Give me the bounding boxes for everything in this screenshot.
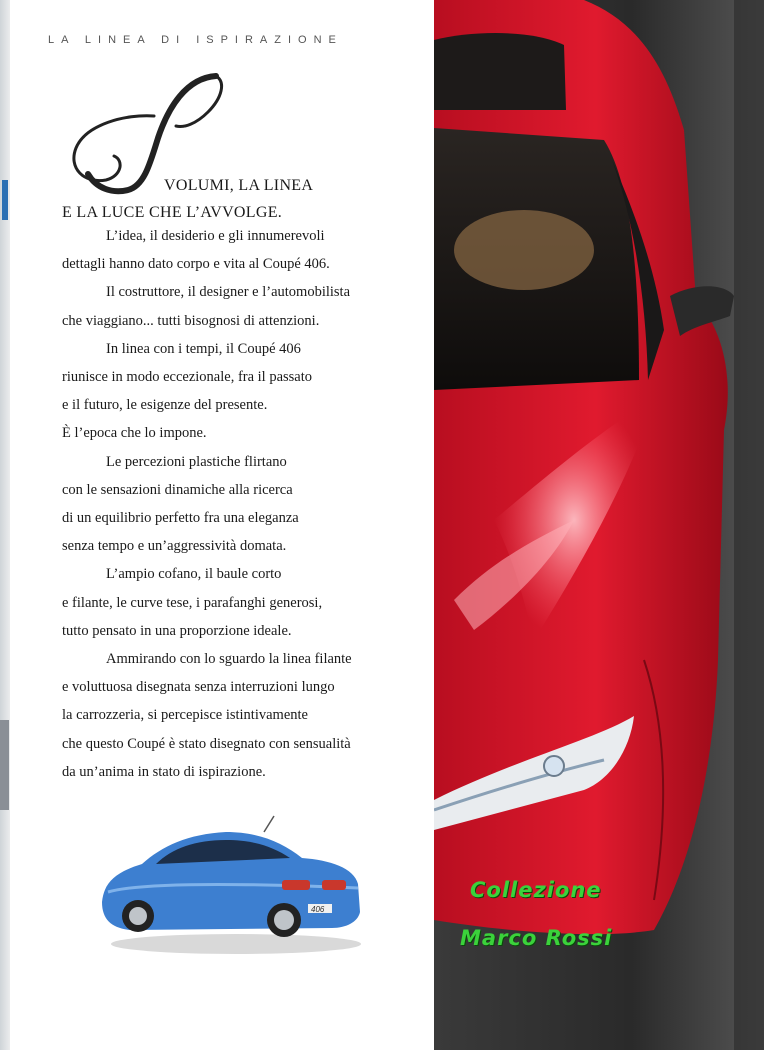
- body-line: la carrozzeria, si percepisce istintivamente: [62, 707, 308, 724]
- body-paragraph: [62, 448, 402, 561]
- body-line: riunisce in modo eccezionale, fra il passato: [62, 369, 313, 386]
- body-line: dettagli hanno dato corpo e vita al Coupé 406.: [62, 256, 330, 273]
- blue-coupe-image: [96, 812, 366, 962]
- body-line: e filante, le curve tese, i parafanghi generosi,: [62, 594, 323, 611]
- body-copy: [62, 222, 402, 786]
- watermark-line-1: Collezione: [470, 878, 602, 902]
- headline: [62, 172, 382, 226]
- headline-line-1: VOLUMI, LA LINEA: [164, 177, 314, 194]
- body-paragraph: [62, 278, 402, 334]
- body-paragraph: [62, 645, 402, 786]
- body-line: con le sensazioni dinamiche alla ricerca: [62, 481, 293, 498]
- body-line: da un’anima in stato di ispirazione.: [62, 763, 266, 780]
- body-line: L’ampio cofano, il baule corto: [106, 566, 282, 583]
- body-line: e il futuro, le esigenze del presente.: [62, 397, 268, 414]
- watermark-line-2: Marco Rossi: [460, 926, 613, 950]
- edge-blue-strip: [2, 180, 8, 220]
- body-line: In linea con i tempi, il Coupé 406: [106, 340, 301, 357]
- body-line: Ammirando con lo sguardo la linea filante: [106, 651, 352, 668]
- body-line: L’idea, il desiderio e gli innumerevoli: [106, 228, 325, 244]
- body-line: Le percezioni plastiche flirtano: [106, 453, 287, 470]
- body-line: di un equilibrio perfetto fra una eleganza: [62, 510, 299, 527]
- body-line: e voluttuosa disegnata senza interruzioni lungo: [62, 679, 335, 696]
- body-line: che viaggiano... tutti bisognosi di attenzioni.: [62, 312, 320, 329]
- page-kicker: LA LINEA DI ISPIRAZIONE: [48, 34, 343, 46]
- body-line: che questo Coupé è stato disegnato con sensualità: [62, 735, 351, 752]
- body-line: senza tempo e un’aggressività domata.: [62, 538, 287, 555]
- edge-grey-strip: [0, 720, 9, 810]
- small-car-badge: 406: [311, 905, 325, 914]
- headline-line-2: E LA LUCE CHE L’AVVOLGE.: [62, 204, 283, 221]
- collection-watermark: [440, 866, 670, 962]
- body-line: È l’epoca che lo impone.: [62, 425, 207, 442]
- body-line: Il costruttore, il designer e l’automobilista: [106, 284, 351, 301]
- body-line: tutto pensato in una proporzione ideale.: [62, 622, 292, 639]
- body-paragraph: [62, 335, 402, 448]
- body-paragraph: [62, 560, 402, 645]
- body-paragraph: [62, 222, 402, 278]
